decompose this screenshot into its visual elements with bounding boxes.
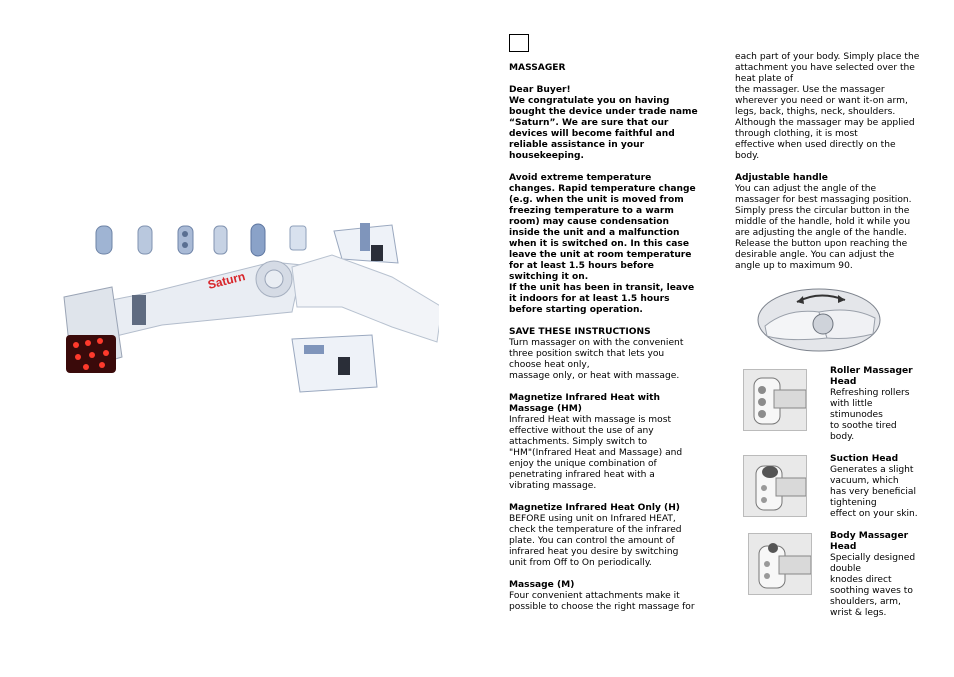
m-heading: Massage (M) [509,580,575,590]
save-instructions-text [509,338,704,382]
greeting: Dear Buyer! [509,85,571,95]
hm-line: "HM"(Infrared Heat and Massage) and [509,448,683,458]
body-massager-head-description [830,531,930,619]
body-head-title: Body Massager [830,531,909,541]
warning-line: (e.g. when the unit is moved from [509,195,684,205]
hm-line: effective without the use of any [509,426,654,436]
hm-line: attachments. Simply switch to [509,437,648,447]
handle-line: middle of the handle, hold it while you [735,217,911,227]
handle-line: You can adjust the angle of the [735,184,877,194]
warning-line: switching it on. [509,272,589,282]
warning-line: Avoid extreme temperature [509,173,652,183]
hm-heading [509,393,704,415]
text-column-left [509,63,704,613]
hm-heading-line: Massage (HM) [509,404,582,414]
save-line: choose heat only, [509,360,590,370]
save-line: Turn massager on with the convenient [509,338,684,348]
suction-head-line: Generates a slight [830,465,914,475]
suction-head-line: tightening [830,498,877,508]
h-text [509,514,704,569]
suction-head-line: vacuum, which [830,476,899,486]
warning-line: changes. Rapid temperature change [509,184,696,194]
save-instructions-heading: SAVE THESE INSTRUCTIONS [509,327,651,337]
intro-line: devices will become faithful and [509,129,675,139]
body-head-line: wrist & legs. [830,608,887,618]
document-title: MASSAGER [509,63,566,73]
h-line: check the temperature of the infrared [509,525,682,535]
text-column-right [735,52,930,272]
roller-head-line: Refreshing rollers [830,388,910,398]
cont-line: the massager. Use the massager [735,85,885,95]
intro-paragraph [509,96,704,162]
language-marker-box [509,34,529,52]
brand-text: Saturn [206,269,247,292]
intro-line: We congratulate you on having [509,96,670,106]
body-head-title: Head [830,542,857,552]
cont-line: legs, back, thighs, neck, shoulders. [735,107,896,117]
handle-line: are adjusting the angle of the handle. [735,228,907,238]
h-line: infrared heat you desire by switching [509,547,679,557]
cont-line: Although the massager may be applied [735,118,915,128]
adjustable-handle-photo [757,288,882,352]
cont-line: through clothing, it is most [735,129,858,139]
hm-line: vibrating massage. [509,481,597,491]
save-line: massage only, or heat with massage. [509,371,680,381]
h-heading: Magnetize Infrared Heat Only (H) [509,503,680,513]
cont-line: each part of your body. Simply place the [735,52,920,62]
suction-head-line: effect on your skin. [830,509,918,519]
hm-heading-line: Magnetize Infrared Heat with [509,393,660,403]
handle-line: angle up to maximum 90. [735,261,853,271]
massage-continued-text [735,52,930,162]
intro-line: housekeeping. [509,151,584,161]
handle-line: Simply press the circular button in the [735,206,910,216]
body-head-line: double [830,564,861,574]
warning-paragraph [509,173,704,316]
body-head-line: shoulders, arm, [830,597,901,607]
massager-body [64,255,439,373]
cont-line: effective when used directly on the [735,140,896,150]
body-massager-head-photo [748,533,812,595]
suction-head-title: Suction Head [830,454,899,464]
roller-head-photo [743,369,807,431]
warning-line: for at least 1.5 hours before [509,261,654,271]
cont-line: attachment you have selected over the [735,63,915,73]
h-line: BEFORE using unit on Infrared HEAT, [509,514,676,524]
cont-line: wherever you need or want it-on arm, [735,96,908,106]
body-head-line: soothing waves to [830,586,913,596]
attachments-row [96,223,398,263]
warning-line: freezing temperature to a warm [509,206,674,216]
roller-head-line: with little [830,399,873,409]
m-line: possible to choose the right massage for [509,602,695,612]
h-line: unit from Off to On periodically. [509,558,652,568]
hm-text [509,415,704,492]
hm-line: Infrared Heat with massage is most [509,415,672,425]
cont-line: body. [735,151,760,161]
cont-line: heat plate of [735,74,794,84]
handle-line: Release the button upon reaching the [735,239,908,249]
roller-head-description [830,366,930,443]
h-line: plate. You can control the amount of [509,536,675,546]
attachment-lower [292,335,377,392]
warning-line: when it is switched on. In this case [509,239,689,249]
roller-head-line: body. [830,432,855,442]
hm-line: enjoy the unique combination of [509,459,657,469]
suction-head-description [830,454,930,520]
adjustable-handle-heading: Adjustable handle [735,173,828,183]
warning-line: leave the unit at room temperature [509,250,692,260]
body-head-line: Specially designed [830,553,916,563]
warning-line: room) may cause condensation [509,217,669,227]
hm-line: penetrating infrared heat with a [509,470,655,480]
save-line: three position switch that lets you [509,349,665,359]
handle-line: massager for best massaging position. [735,195,912,205]
warning-line: before starting operation. [509,305,643,315]
m-line: Four convenient attachments make it [509,591,680,601]
warning-line: it indoors for at least 1.5 hours [509,294,670,304]
handle-line: desirable angle. You can adjust the [735,250,895,260]
roller-head-line: stimunodes [830,410,883,420]
intro-line: reliable assistance in your [509,140,645,150]
body-head-line: knodes direct [830,575,892,585]
warning-line: inside the unit and a malfunction [509,228,680,238]
suction-head-photo [743,455,807,517]
roller-head-line: to soothe tired [830,421,897,431]
suction-head-line: has very beneficial [830,487,917,497]
adjustable-handle-text [735,184,930,272]
product-photo [42,207,439,407]
warning-line: If the unit has been in transit, leave [509,283,695,293]
intro-line: bought the device under trade name [509,107,698,117]
roller-head-title: Roller Massager [830,366,913,376]
m-text [509,591,704,613]
intro-line: “Saturn”. We are sure that our [509,118,669,128]
roller-head-title: Head [830,377,857,387]
